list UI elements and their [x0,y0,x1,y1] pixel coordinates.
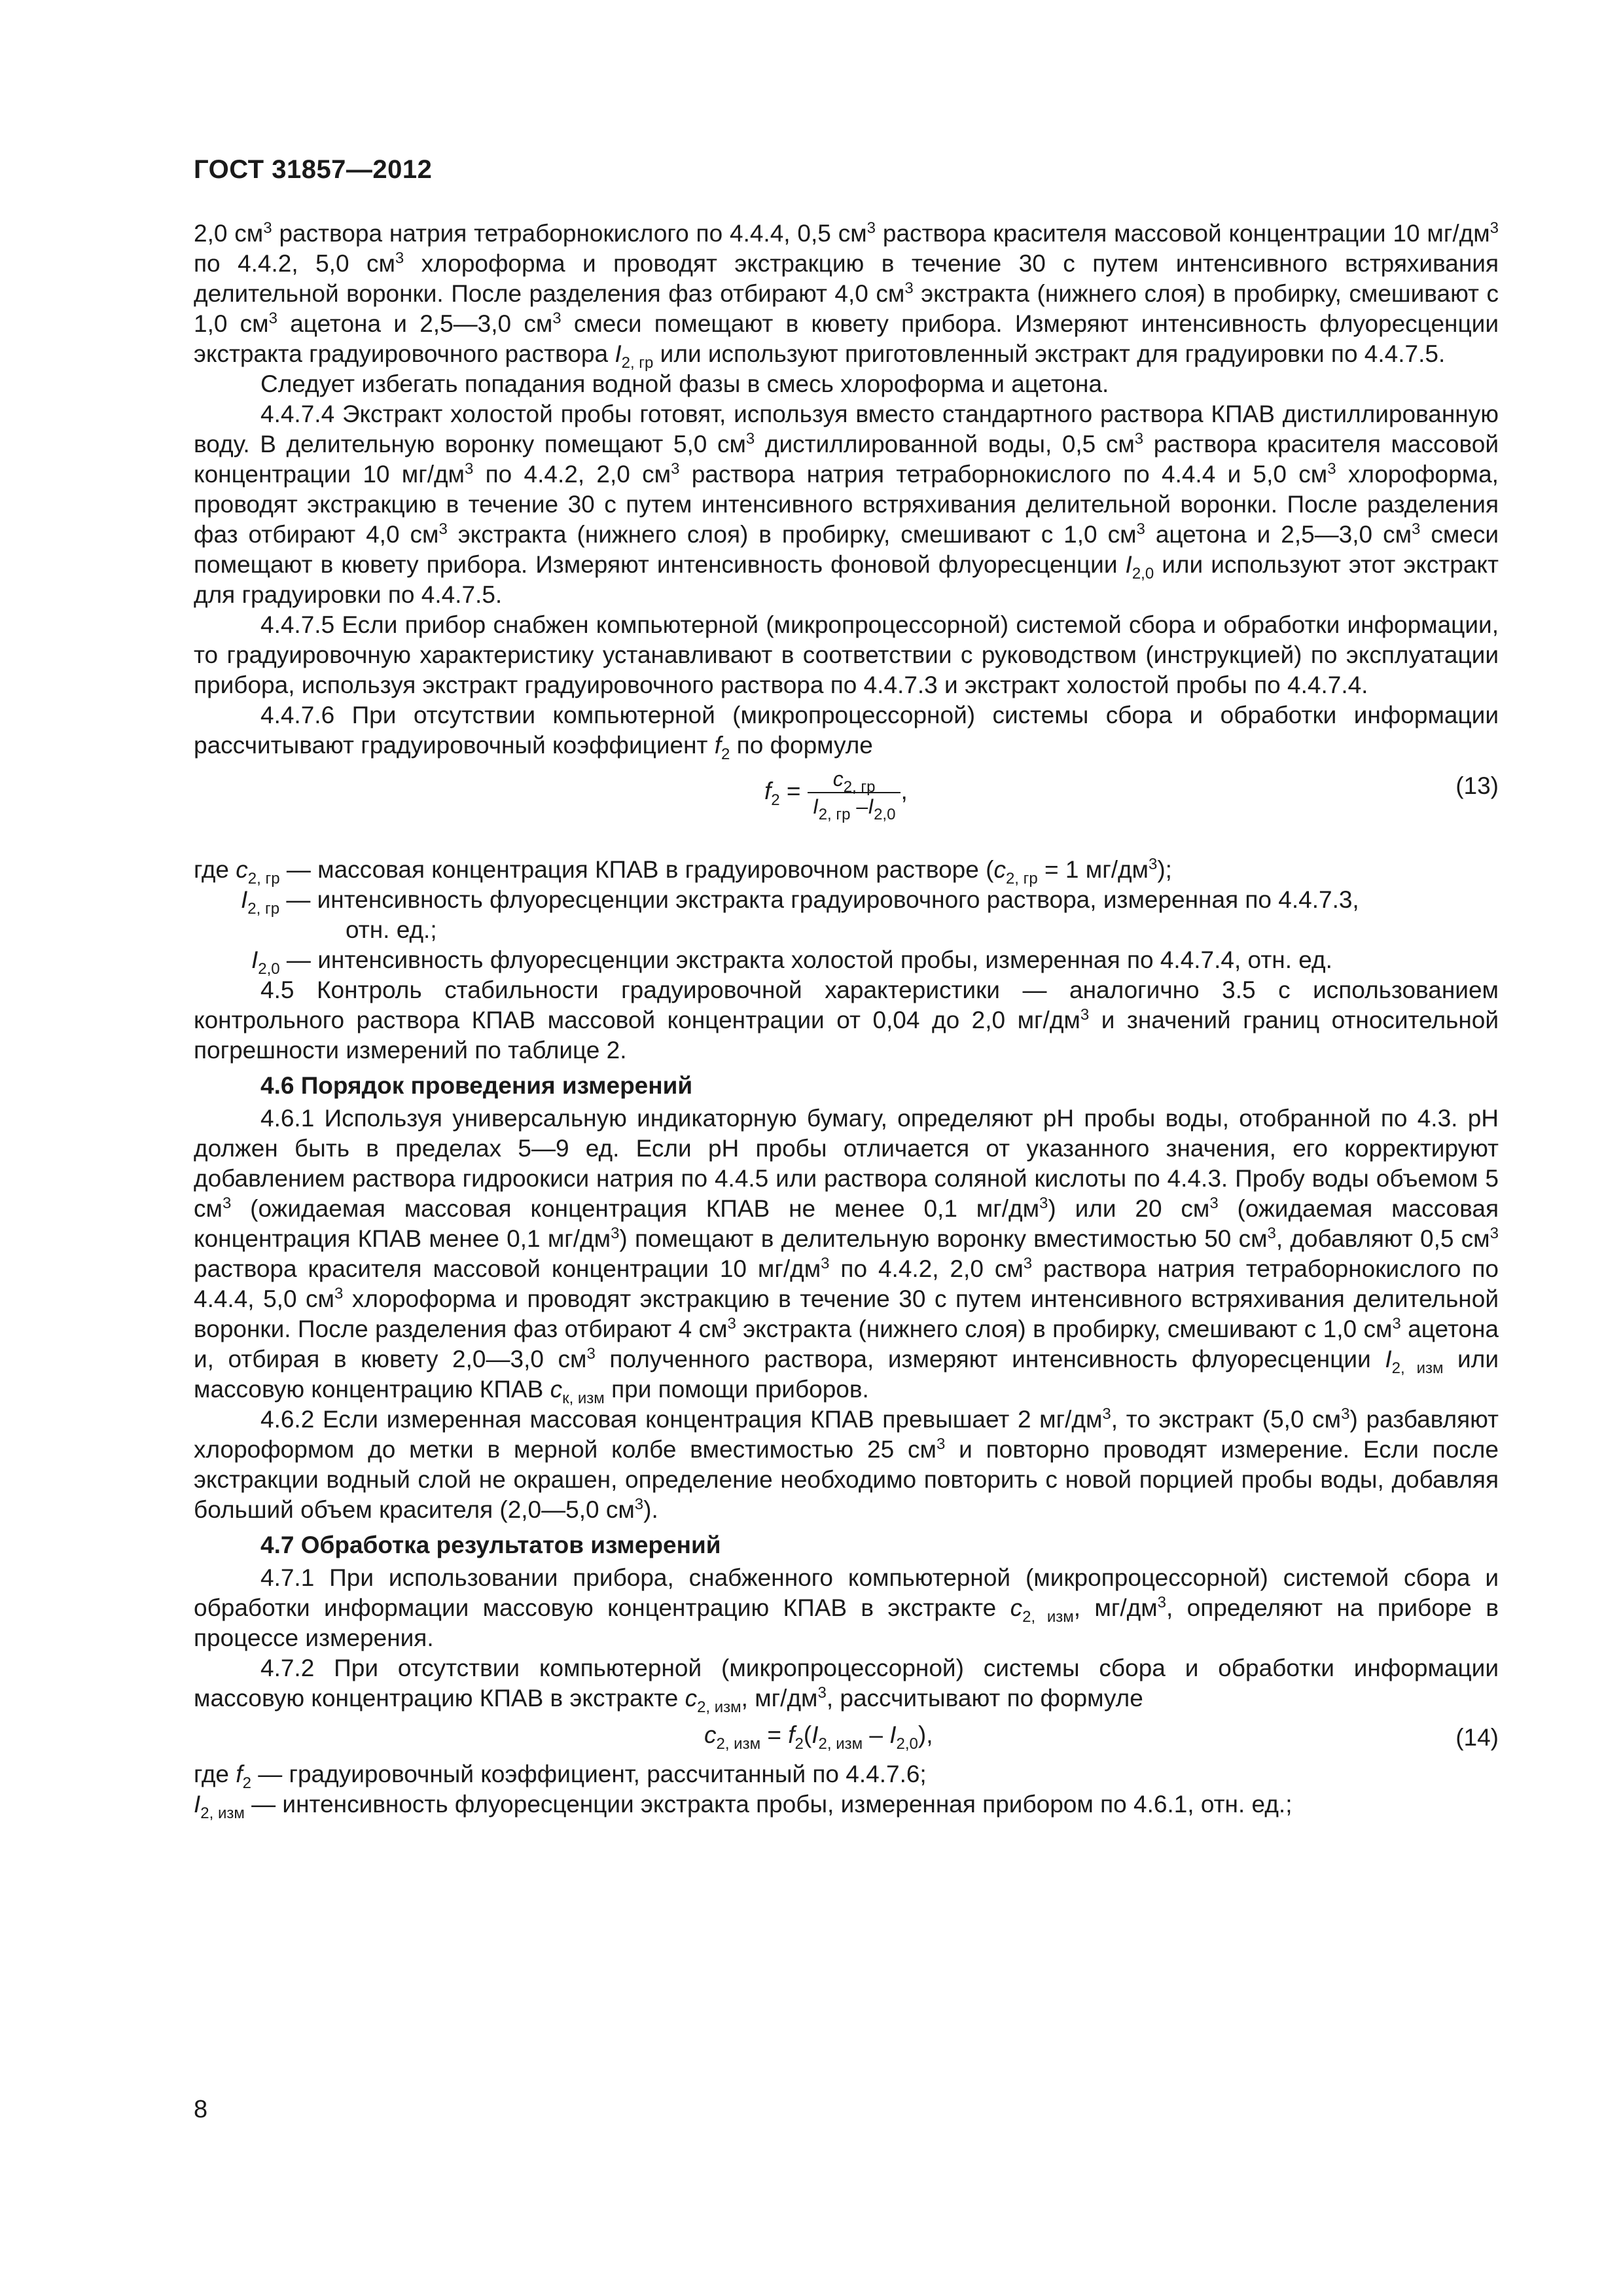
fraction: $\frac{c_{2, гр}}{I_{2, гр} -I_{2,0}}$ [808,766,901,819]
page-number: 8 [194,2096,208,2123]
equation-number-13: (13) [1455,772,1499,799]
paragraph-4-6-2: 4.6.2 Если измеренная массовая концентрация КПАВ превышает 2 $мг/дм^3$, то экстракт (5,0 $см^3$) разбавляют хлороформом до метки в мерной колбе вместимостью 25 $см^3$ и повторно проводят измерение. Если после экстракции водный слой не окрашен, определение необходимо повторить с новой порцией пробы воды, добавляя больший объем красителя (2,0—5,0 $см^3$). [194,1405,1499,1523]
section-heading-4-7: 4.7 Обработка результатов измерений [260,1532,721,1558]
formula-13-expression: $f_2$ = $\frac{c_{2, гр}}{I_{2, гр} -I_{2,0}}$ , [764,767,908,823]
formula-13-legend [194,855,1499,978]
paragraph-4-7-1: 4.7.1 При использовании прибора, снабженного компьютерной (микропроцессорной) системой сбора и обработки информации массовую концентрацию КПАВ в экстракте $c_{2, изм}$, $мг/дм^3$, определяют на приборе в процессе измерения. [194,1564,1499,1651]
section-heading-4-6: 4.6 Порядок проведения измерений [260,1072,693,1099]
paragraph-4-4-7-4: 4.4.7.4 Экстракт холостой пробы готовят, используя вместо стандартного раствора КПАВ дистиллированную воду. В делительную воронку помещают 5,0 $см^3$ дистиллированной воды, 0,5 $см^3$ раствора красителя массовой концентрации 10 $мг/дм^3$ по 4.4.2, 2,0 $см^3$ раствора натрия тетраборнокислого по 4.4.4 и 5,0 $см^3$ хлороформа, проводят экстракцию в течение 30 с путем интенсивного встряхивания делительной воронки. После разделения фаз отбирают 4,0 $см^3$ экстракта (нижнего слоя) в пробирку, смешивают с 1,0 $см^3$ ацетона и 2,5—3,0 $см^3$ смеси помещают в кювету прибора. Измеряют интенсивность фоновой флуоресценции $I_{2,0}$ или используют этот экстракт для градуировки по 4.4.7.5. [194,401,1499,608]
document-header: ГОСТ 31857—2012 [194,155,433,184]
document-page [194,154,1499,1820]
paragraph-4-4-7-5: 4.4.7.5 Если прибор снабжен компьютерной (микропроцессорной) системой сбора и обработки информации, то градуировочную характеристику устанавливают в соответствии с руководством (инструкцией) по эксплуатации прибора, используя экстракт градуировочного раствора по 4.4.7.3 и экстракт холостой пробы по 4.4.7.4. [194,611,1499,698]
formula-14-legend [194,1759,1499,1820]
legend-f2: где $f_2$ — градуировочный коэффициент, рассчитанный по 4.4.7.6; [194,1761,927,1792]
paragraph-extraction-grad: 2,0 $см^3$ раствора натрия тетраборнокислого по 4.4.4, 0,5 $см^3$ раствора красителя массовой концентрации 10 $мг/дм^3$ по 4.4.2, 5,0 $см^3$ хлороформа и проводят экстракцию в течение 30 с путем интенсивного встряхивания делительной воронки. После разделения фаз отбирают 4,0 $см^3$ экстракта (нижнего слоя) в пробирку, смешивают с 1,0 $см^3$ ацетона и 2,5—3,0 $см^3$ смеси помещают в кювету прибора. Измеряют интенсивность флуоресценции экстракта градуировочного раствора $I_{2, гр}$ или используют приготовленный экстракт для градуировки по 4.4.7.5. [194,219,1499,372]
equation-number-14: (14) [1455,1724,1499,1751]
formula-14-expression: $c_{2, изм} = f_2(I_{2, изм} - I_{2,0})$, [704,1721,933,1753]
formula-14 [194,1717,1499,1755]
legend-i2gr-unit: отн. ед.; [346,916,437,943]
legend-i2izm: $I_{2, изм}$ — интенсивность флуоресценции экстракта пробы, измеренная прибором по 4.6.1, отн. ед.; [194,1791,1293,1822]
paragraph-4-7-2: 4.7.2 При отсутствии компьютерной (микропроцессорной) системы сбора и обработки информации массовую концентрацию КПАВ в экстракте $c_{2, изм}$, $мг/дм^3$, рассчитывают по формуле [194,1655,1499,1716]
formula-13 [194,766,1499,838]
paragraph-avoid-water-phase: Следует избегать попадания водной фазы в смесь хлороформа и ацетона. [260,370,1109,397]
legend-i2gr: $I_{2, гр}$ — интенсивность флуоресценции экстракта градуировочного раствора, измеренная по 4.4.7.3, [241,886,1359,918]
legend-c2gr: где $c_{2, гр}$ — массовая концентрация КПАВ в градуировочном растворе ($c_{2, гр} = 1$ $мг/дм^3$); [194,855,1172,888]
paragraph-4-4-7-6: 4.4.7.6 При отсутствии компьютерной (микропроцессорной) системы сбора и обработки информации рассчитывают градуировочный коэффициент $f_2$ по формуле [194,702,1499,763]
paragraph-4-5: 4.5 Контроль стабильности градуировочной характеристики — аналогично 3.5 с использованием контрольного раствора КПАВ массовой концентрации от 0,04 до 2,0 $мг/дм^3$ и значений границ относительной погрешности измерений по таблице 2. [194,977,1499,1064]
paragraph-4-6-1: 4.6.1 Используя универсальную индикаторную бумагу, определяют pH пробы воды, отобранной по 4.3. pH должен быть в пределах 5—9 ед. Если pH пробы отличается от указанного значения, его корректируют добавлением раствора гидроокиси натрия по 4.4.5 или раствора соляной кислоты по 4.4.3. Пробу воды объемом 5 $см^3$ (ожидаемая массовая концентрация КПАВ не менее 0,1 $мг/дм^3$) или 20 $см^3$ (ожидаемая массовая концентрация КПАВ менее 0,1 $мг/дм^3$) помещают в делительную воронку вместимостью 50 $см^3$, добавляют 0,5 $см^3$ раствора красителя массовой концентрации 10 $мг/дм^3$ по 4.4.2, 2,0 $см^3$ раствора натрия тетраборнокислого по 4.4.4, 5,0 $см^3$ хлороформа и проводят экстракцию в течение 30 с путем интенсивного встряхивания делительной воронки. После разделения фаз отбирают 4 $см^3$ экстракта (нижнего слоя) в пробирку, смешивают с 1,0 $см^3$ ацетона и, отбирая в кювету 2,0—3,0 $см^3$ полученного раствора, измеряют интенсивность флуоресценции $I_{2, изм}$ или массовую концентрацию КПАВ $c_{к, изм}$ при помощи приборов. [194,1105,1499,1407]
legend-i20: $I_{2,0}$ — интенсивность флуоресценции экстракта холостой пробы, измеренная по 4.4.7.4, отн. ед. [251,946,1332,978]
